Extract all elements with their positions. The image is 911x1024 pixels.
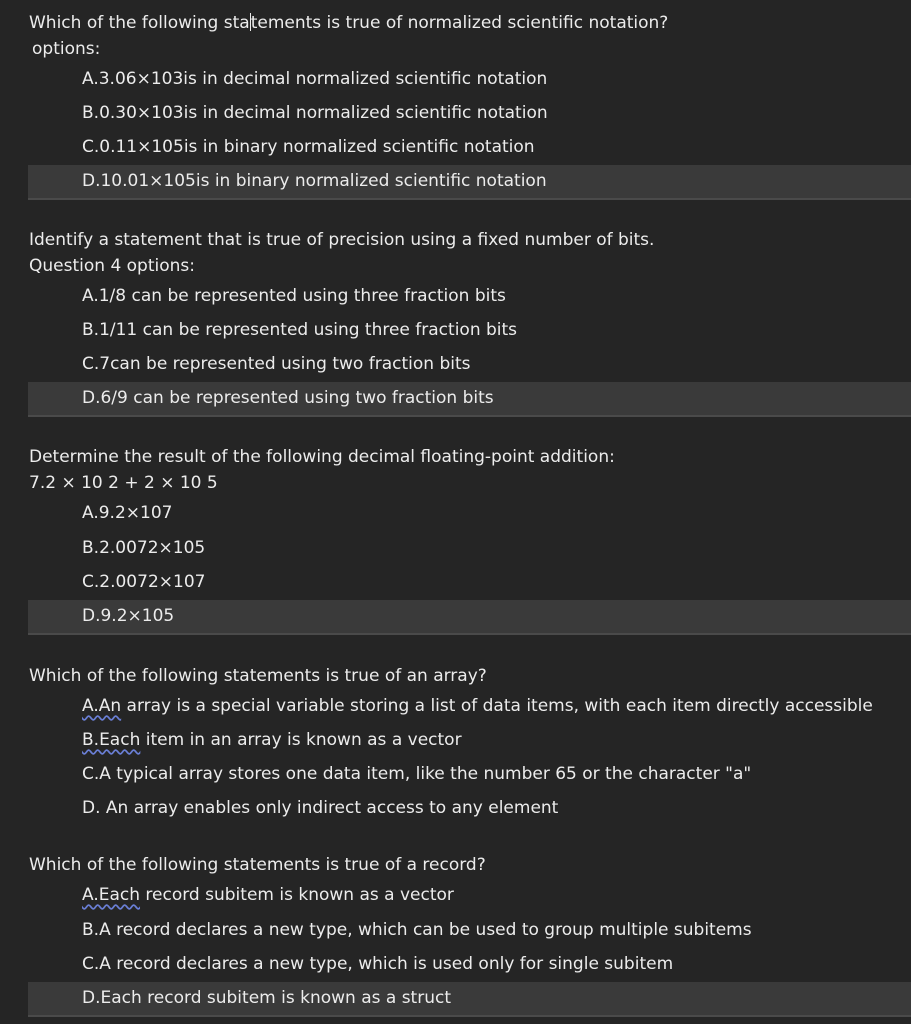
option-3b[interactable]: B.2.0072×105 [82, 538, 206, 558]
question-5-text: Which of the following statements is true of a record? [29, 855, 486, 875]
option-2d[interactable]: D.6/9 can be represented using two fraction bits [28, 382, 911, 417]
option-3a[interactable]: A.9.2×107 [82, 503, 173, 523]
text-cursor [250, 13, 251, 31]
question-2-subtitle: Question 4 options: [29, 256, 195, 276]
option-4a[interactable]: A.An array is a special variable storing a list of data items, with each item directly accessible [82, 696, 873, 716]
option-2b[interactable]: B.1/11 can be represented using three fraction bits [82, 320, 518, 340]
spell-check-word: A.Each [82, 885, 141, 905]
option-1c[interactable]: C.0.11×105is in binary normalized scientific notation [82, 137, 535, 157]
question-2-text: Identify a statement that is true of precision using a fixed number of bits. [29, 230, 655, 250]
option-1b[interactable]: B.0.30×103is in decimal normalized scientific notation [82, 103, 548, 123]
option-2a[interactable]: A.1/8 can be represented using three fraction bits [82, 286, 506, 306]
option-3c[interactable]: C.2.0072×107 [82, 572, 206, 592]
option-2c[interactable]: C.7can be represented using two fraction bits [82, 354, 471, 374]
spell-check-word: A.An [82, 696, 122, 716]
question-3-text: Determine the result of the following decimal floating-point addition: [29, 447, 615, 467]
option-5b[interactable]: B.A record declares a new type, which can be used to group multiple subitems [82, 920, 752, 940]
option-4b[interactable]: B.Each item in an array is known as a vector [82, 730, 462, 750]
option-4d[interactable]: D. An array enables only indirect access to any element [82, 798, 559, 818]
option-3d[interactable]: D.9.2×105 [28, 600, 911, 635]
option-5d[interactable]: D.Each record subitem is known as a struct [28, 982, 911, 1017]
spell-check-word: B.Each [82, 730, 141, 750]
option-1a[interactable]: A.3.06×103is in decimal normalized scientific notation [82, 69, 548, 89]
option-4c[interactable]: C.A typical array stores one data item, like the number 65 or the character "a" [82, 764, 752, 784]
option-5a[interactable]: A.Each record subitem is known as a vector [82, 885, 454, 905]
option-1d[interactable]: D.10.01×105is in binary normalized scientific notation [28, 165, 911, 200]
question-1-subtitle: options: [32, 39, 101, 59]
question-4-text: Which of the following statements is true of an array? [29, 666, 487, 686]
option-5c[interactable]: C.A record declares a new type, which is used only for single subitem [82, 954, 674, 974]
question-3-expression: 7.2 × 10 2 + 2 × 10 5 [29, 473, 218, 493]
question-1-text: Which of the following statements is true of normalized scientific notation? [29, 13, 669, 33]
